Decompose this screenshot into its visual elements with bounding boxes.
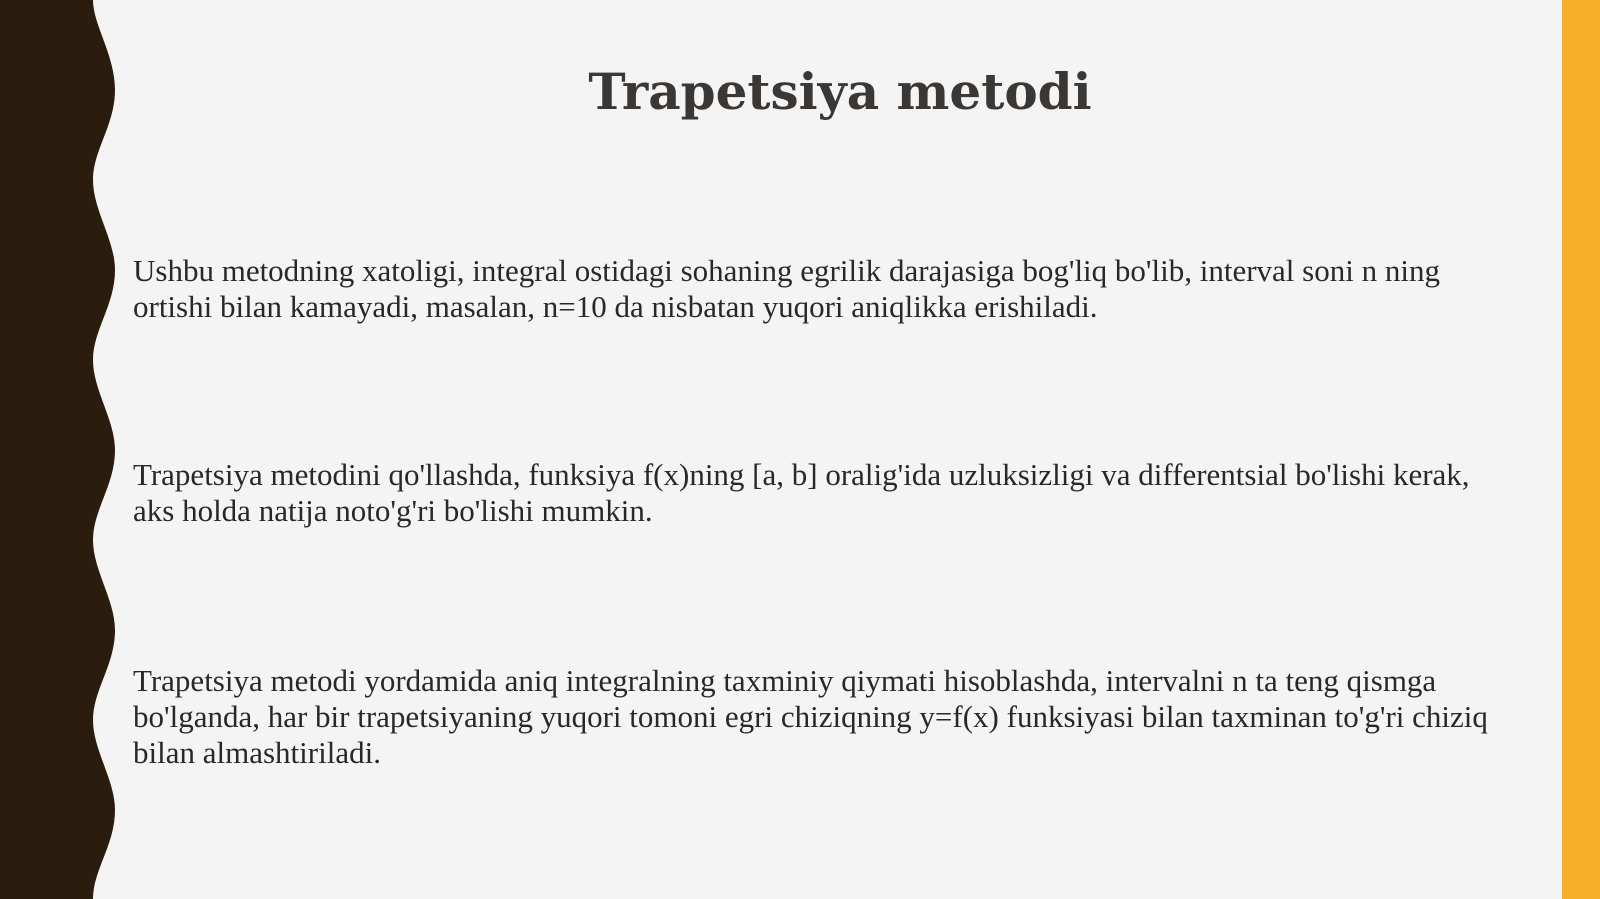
- wavy-left-band: [0, 0, 130, 899]
- paragraph-approximation: Trapetsiya metodi yordamida aniq integralning taxminiy qiymati hisoblashda, intervalni n ta teng qismga bo'lganda, har bir trapetsiyaning yuqori tomoni egri chiziqning y=f(x) funksiyasi bilan taxminan to'g'ri chiziq bilan almashtiriladi.: [133, 663, 1488, 770]
- right-accent-bar: [1562, 0, 1600, 899]
- paragraph-error: Ushbu metodning xatoligi, integral ostidagi sohaning egrilik darajasiga bog'liq bo'lib, interval soni n ning ortishi bilan kamayadi, masalan, n=10 da nisbatan yuqori aniqlikka erishiladi.: [133, 253, 1440, 324]
- wavy-band-shape: [0, 0, 115, 899]
- slide-title: Trapetsiya metodi: [588, 62, 1092, 121]
- paragraph-conditions: Trapetsiya metodini qo'llashda, funksiya f(x)ning [a, b] oralig'ida uzluksizligi va differentsial bo'lishi kerak, aks holda natija noto'g'ri bo'lishi mumkin.: [133, 457, 1470, 528]
